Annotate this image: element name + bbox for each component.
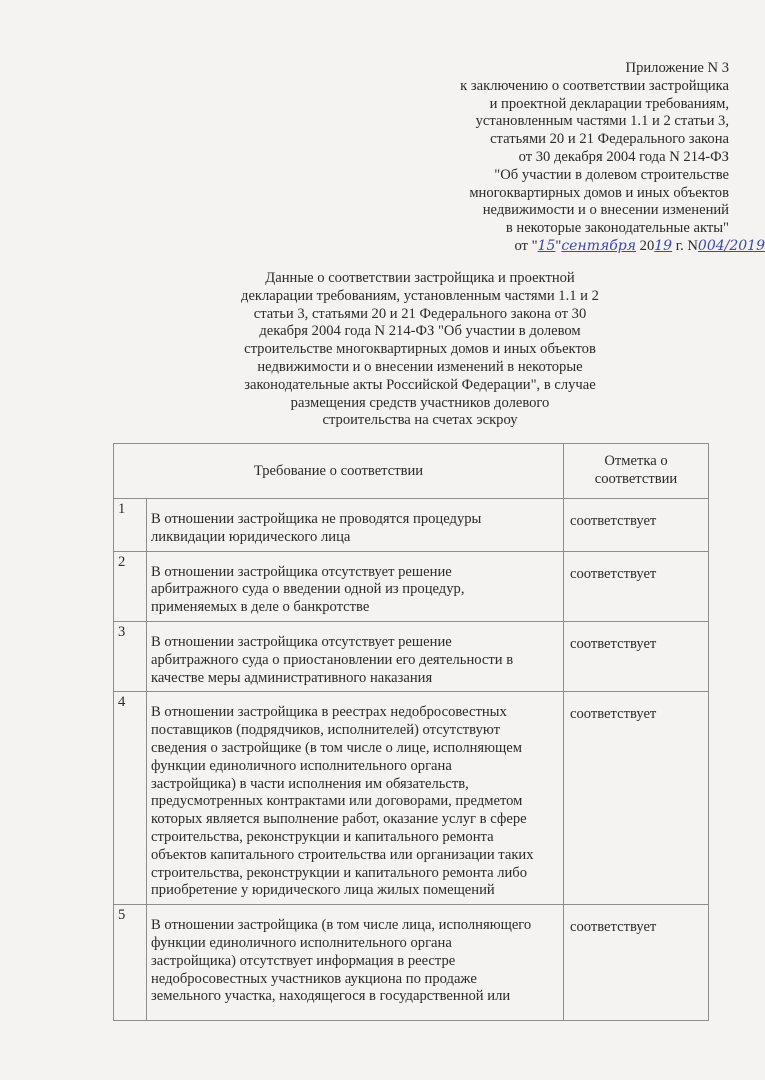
table-row (114, 551, 709, 621)
row-number: 4 (114, 692, 147, 905)
text-line: В отношении застройщика отсутствует решение (151, 633, 452, 650)
table-row (114, 621, 709, 691)
text-line: строительства на счетах эскроу (322, 412, 518, 429)
text-line: поставщиков (подрядчиков, исполнителей) отсутствуют (151, 722, 500, 739)
text-line: предусмотренных контрактами или договорами, предметом (151, 793, 523, 810)
text-line: строительства, реконструкции и капитального ремонта либо (151, 864, 528, 881)
header-mark (564, 444, 709, 499)
text-line: застройщика) отсутствует информация в реестре (151, 952, 456, 969)
handwritten-day: 15 (537, 238, 556, 254)
text-line: размещения средств участников долевого (290, 394, 550, 411)
compliance-mark: соответствует (564, 621, 709, 691)
compliance-mark: соответствует (564, 499, 709, 552)
text-line: арбитражного суда о приостановлении его деятельности в (151, 651, 514, 668)
text-line: декабря 2004 года N 214-ФЗ "Об участии в долевом (259, 323, 581, 340)
text-line: строительстве многоквартирных домов и иных объектов (244, 341, 596, 358)
text-line: недобросовестных участников аукциона по продаже (151, 970, 477, 987)
requirement-text (147, 551, 564, 621)
date-quote: " (555, 238, 562, 254)
text-line: и проектной декларации требованиям, (489, 95, 729, 112)
table-header-row (114, 444, 709, 499)
table-row (114, 692, 709, 905)
text-line: недвижимости и о внесении изменений в некоторые (257, 358, 583, 375)
text-line: декларации требованиям, установленным частями 1.1 и 2 (241, 287, 599, 304)
text-line: статьи 3, статьями 20 и 21 Федерального закона от 30 (253, 305, 587, 322)
text-line: применяемых в деле о банкротстве (151, 599, 370, 616)
table-row (114, 499, 709, 552)
text-line: Данные о соответствии застройщика и проектной (265, 270, 575, 286)
appendix-lines (460, 60, 729, 238)
row-number: 1 (114, 499, 147, 552)
text-line: качестве меры административного наказания (151, 669, 433, 686)
document-date-line (514, 238, 765, 256)
text-line: многоквартирных домов и иных объектов (469, 184, 729, 201)
text-line: законодательные акты Российской Федерации", в случае (244, 376, 596, 393)
text-line: сведения о застройщике (в том числе о лице, исполняющем (151, 739, 522, 756)
text-line: В отношении застройщика отсутствует решение (151, 563, 452, 580)
text-line: к заключению о соответствии застройщика (460, 77, 729, 94)
date-year-prefix: 20 (636, 238, 655, 254)
handwritten-year: 19 (654, 238, 673, 254)
compliance-mark: соответствует (564, 905, 709, 1021)
row-number: 3 (114, 621, 147, 691)
text-line: В отношении застройщика (в том числе лица, исполняющего (151, 917, 532, 934)
row-number: 2 (114, 551, 147, 621)
text-line: Приложение N 3 (625, 60, 729, 76)
text-line: земельного участка, находящегося в государственной или (151, 988, 511, 1005)
date-prefix: от " (514, 238, 538, 254)
text-line: установленным частями 1.1 и 2 статьи 3, (475, 113, 729, 130)
text-line: которых является выполнение работ, оказание услуг в сфере (151, 811, 527, 828)
row-number: 5 (114, 905, 147, 1021)
compliance-mark: соответствует (564, 692, 709, 905)
compliance-mark: соответствует (564, 551, 709, 621)
text-line: от 30 декабря 2004 года N 214-ФЗ (518, 148, 729, 165)
requirement-text (147, 621, 564, 691)
handwritten-number: 004/2019 (697, 238, 765, 254)
text-line: функции единоличного исполнительного органа (151, 757, 452, 774)
text-line: объектов капитального строительства или организации таких (151, 846, 534, 863)
text-line: в некоторые законодательные акты" (505, 220, 729, 237)
text-line: арбитражного суда о введении одной из процедур, (151, 581, 465, 598)
text-line: застройщика) в части исполнения им обязательств, (151, 775, 469, 792)
text-line: ликвидации юридического лица (151, 528, 351, 545)
requirement-text (147, 905, 564, 1021)
text-line: приобретение у юридического лица жилых помещений (151, 882, 495, 899)
text-line: функции единоличного исполнительного органа (151, 934, 452, 951)
text-line: Отметка о (604, 453, 668, 470)
compliance-table (113, 443, 709, 1021)
header-requirement: Требование о соответствии (114, 444, 564, 499)
appendix-header (460, 60, 729, 238)
text-line: статьями 20 и 21 Федерального закона (490, 131, 729, 148)
table-row (114, 905, 709, 1021)
text-line: недвижимости и о внесении изменений (482, 202, 729, 219)
text-line: В отношении застройщика в реестрах недобросовестных (151, 704, 507, 721)
text-line: "Об участии в долевом строительстве (494, 166, 729, 183)
handwritten-month: сентября (561, 238, 637, 254)
document-title (200, 270, 640, 430)
requirement-text (147, 499, 564, 552)
date-number-label: г. N (672, 238, 698, 254)
text-line: В отношении застройщика не проводятся процедуры (151, 511, 482, 527)
requirement-text (147, 692, 564, 905)
text-line: соответствии (594, 471, 678, 487)
text-line: строительства, реконструкции и капитального ремонта (151, 828, 494, 845)
